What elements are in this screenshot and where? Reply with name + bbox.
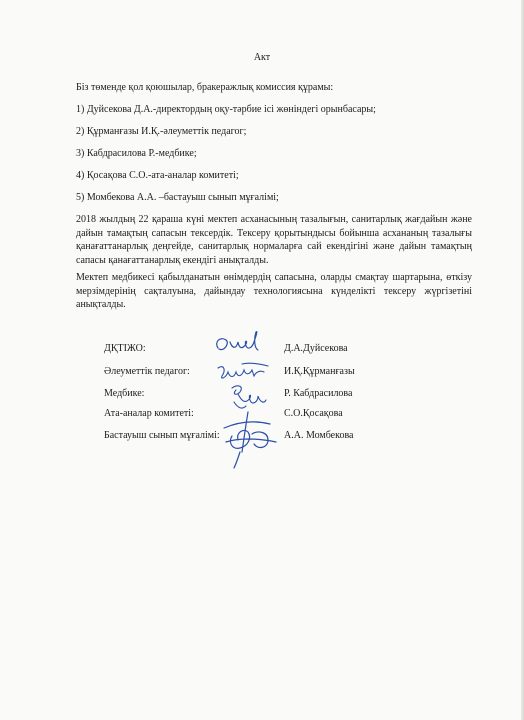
signature-name: С.О.Қосақова xyxy=(284,408,343,419)
member-line-5: 5) Момбекова А.А. –бастауыш сынып мұғалімі; xyxy=(76,192,279,203)
signature-role: Медбике: xyxy=(104,388,145,399)
member-line-1: 1) Дуйсекова Д.А.-директордың оқу-тәрбие ісі жөніндегі орынбасары; xyxy=(76,104,376,115)
signature-role: ДҚТІЖО: xyxy=(104,343,146,354)
signature-role: Бастауыш сынып мұғалімі: xyxy=(104,430,220,441)
signature-name: Д.А.Дуйсекова xyxy=(284,343,348,354)
intro-line: Біз төменде қол қоюшылар, бракеражлық комиссия құрамы: xyxy=(76,82,334,93)
member-line-4: 4) Қосақова С.О.-ата-аналар комитеті; xyxy=(76,170,239,181)
signature-name: А.А. Момбекова xyxy=(284,430,354,441)
signature-role: Әлеуметтік педагог: xyxy=(104,366,190,377)
signature-name: Р. Кабдрасилова xyxy=(284,388,353,399)
nurse-paragraph: Мектеп медбикесі қабылданатын өнімдердің сапасына, оларды смақтау шартарына, өткізу мерзімдерінің сақталуына, дайындау технологиясына күнделікті тексеру жүргізетіні анықталды. xyxy=(76,272,472,310)
signature-role: Ата-аналар комитеті: xyxy=(104,408,194,419)
handwritten-signature-4 xyxy=(218,408,284,470)
member-line-3: 3) Кабдрасилова Р.-медбике; xyxy=(76,148,197,159)
document-title: Акт xyxy=(253,52,271,63)
inspection-paragraph: 2018 жылдың 22 қараша күні мектеп асханасының тазалығын, санитарлық жағдайын және дайын тамақтың сапасын тексердік. Тексеру қорытындысы бойынша асхананың тазалығы қанағаттанарлық деңгейде, санитарлық нормаларға сай екендігіні және дайын тамақтың сапасы қанағаттанарлық екендігі анықталды. xyxy=(76,214,472,266)
handwritten-signature-1 xyxy=(210,328,290,358)
member-line-2: 2) Құрманғазы И.Қ.-әлеуметтік педагог; xyxy=(76,126,247,137)
signature-name: И.Қ.Құрманғазы xyxy=(284,366,355,377)
